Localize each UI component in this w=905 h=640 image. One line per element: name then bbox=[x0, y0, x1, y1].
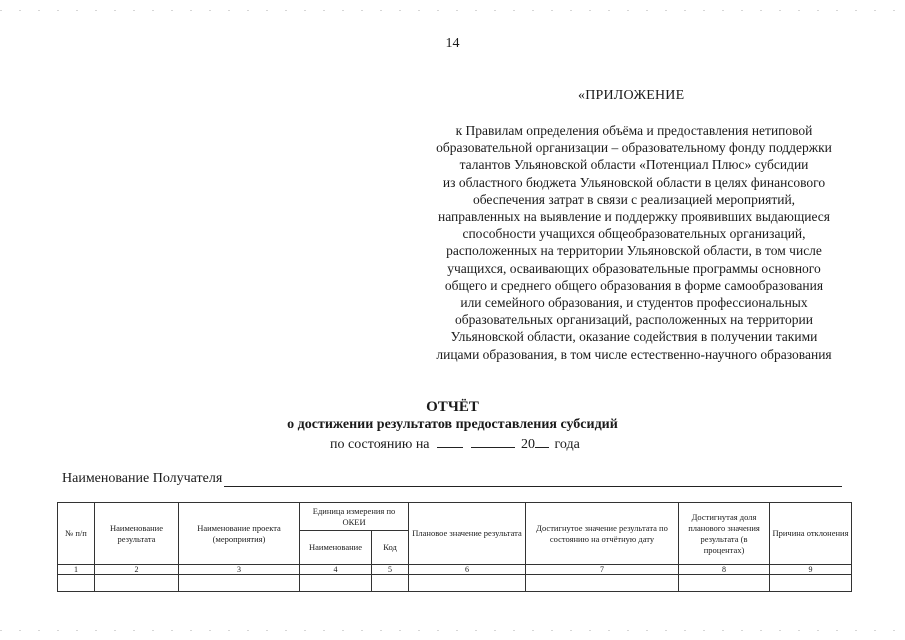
appendix-line: из областного бюджета Ульяновской области в целях финансового bbox=[442, 174, 826, 190]
report-date-line bbox=[330, 435, 580, 453]
column-number: 1 bbox=[58, 565, 95, 575]
column-number: 9 bbox=[770, 565, 852, 575]
page-number: 14 bbox=[445, 36, 460, 51]
recipient-name-field[interactable] bbox=[224, 472, 842, 487]
table-cell[interactable] bbox=[95, 575, 179, 592]
appendix-line: лицами образования, в том числе естественно-научного образования bbox=[436, 346, 832, 362]
appendix-line: учащихся, осваивающих образовательные программы основного bbox=[447, 260, 821, 276]
appendix-line: к Правилам определения объёма и предоставления нетиповой bbox=[455, 123, 813, 138]
appendix-line: талантов Ульяновской области «Потенциал Плюс» субсидии bbox=[459, 157, 809, 173]
column-number: 5 bbox=[372, 565, 409, 575]
appendix-line: направленных на выявление и поддержку проявивших выдающиеся bbox=[438, 209, 830, 225]
month-blank[interactable] bbox=[471, 435, 515, 448]
appendix-line: или семейного образования, и студентов профессиональных bbox=[460, 295, 808, 311]
appendix-line: общего и среднего общего образования в форме самообразования bbox=[444, 277, 824, 293]
header-planned-value: Плановое значение результата bbox=[409, 503, 526, 565]
column-number: 3 bbox=[179, 565, 300, 575]
day-blank[interactable] bbox=[437, 435, 463, 448]
table-cell[interactable] bbox=[679, 575, 770, 592]
scan-artifact-bottom bbox=[0, 630, 905, 631]
column-number: 2 bbox=[95, 565, 179, 575]
report-date-suffix: года bbox=[554, 437, 580, 452]
year-blank[interactable] bbox=[535, 435, 549, 448]
column-number: 4 bbox=[300, 565, 372, 575]
table-cell[interactable] bbox=[58, 575, 95, 592]
table-row bbox=[58, 575, 852, 592]
header-achieved-percent: Достигнутая доля планового значения результата (в процентах) bbox=[679, 503, 770, 565]
header-project-name: Наименование проекта (мероприятия) bbox=[179, 503, 300, 565]
table-cell[interactable] bbox=[300, 575, 372, 592]
report-subtitle: о достижении результатов предоставления субсидий bbox=[287, 417, 618, 432]
header-unit-group: Единица измерения по ОКЕИ bbox=[300, 503, 409, 531]
appendix-line: обеспечения затрат в связи с реализацией мероприятий, bbox=[472, 191, 796, 207]
column-number: 8 bbox=[679, 565, 770, 575]
header-unit-name: Наименование bbox=[300, 531, 372, 565]
header-unit-code: Код bbox=[372, 531, 409, 565]
report-year-prefix: 20 bbox=[521, 437, 536, 452]
table-cell[interactable] bbox=[179, 575, 300, 592]
appendix-line: Ульяновской области, оказание содействия в получении такими bbox=[450, 329, 818, 345]
appendix-line: образовательной организации – образовательному фонду поддержки bbox=[436, 140, 832, 156]
appendix-line: образовательных организаций, расположенных на территории bbox=[455, 312, 813, 328]
appendix-title: «ПРИЛОЖЕНИЕ bbox=[578, 88, 685, 103]
recipient-label: Наименование Получателя bbox=[62, 471, 223, 486]
scan-artifact-top bbox=[0, 10, 905, 11]
report-title: ОТЧЁТ bbox=[426, 399, 479, 415]
report-date-prefix: по состоянию на bbox=[330, 437, 430, 452]
table-cell[interactable] bbox=[372, 575, 409, 592]
header-achieved-value: Достигнутое значение результата по состоянию на отчётную дату bbox=[526, 503, 679, 565]
table-cell[interactable] bbox=[409, 575, 526, 592]
column-number: 6 bbox=[409, 565, 526, 575]
header-deviation-reason: Причина отклонения bbox=[770, 503, 852, 565]
appendix-text bbox=[405, 122, 863, 363]
report-table bbox=[57, 502, 852, 592]
recipient-row bbox=[62, 471, 842, 487]
header-num: № п/п bbox=[58, 503, 95, 565]
appendix-line: способности учащихся общеобразовательных организаций, bbox=[462, 226, 806, 242]
appendix-line: расположенных на территории Ульяновской области, в том числе bbox=[446, 243, 822, 259]
column-number: 7 bbox=[526, 565, 679, 575]
table-cell[interactable] bbox=[526, 575, 679, 592]
table-cell[interactable] bbox=[770, 575, 852, 592]
header-result-name: Наименование результата bbox=[95, 503, 179, 565]
